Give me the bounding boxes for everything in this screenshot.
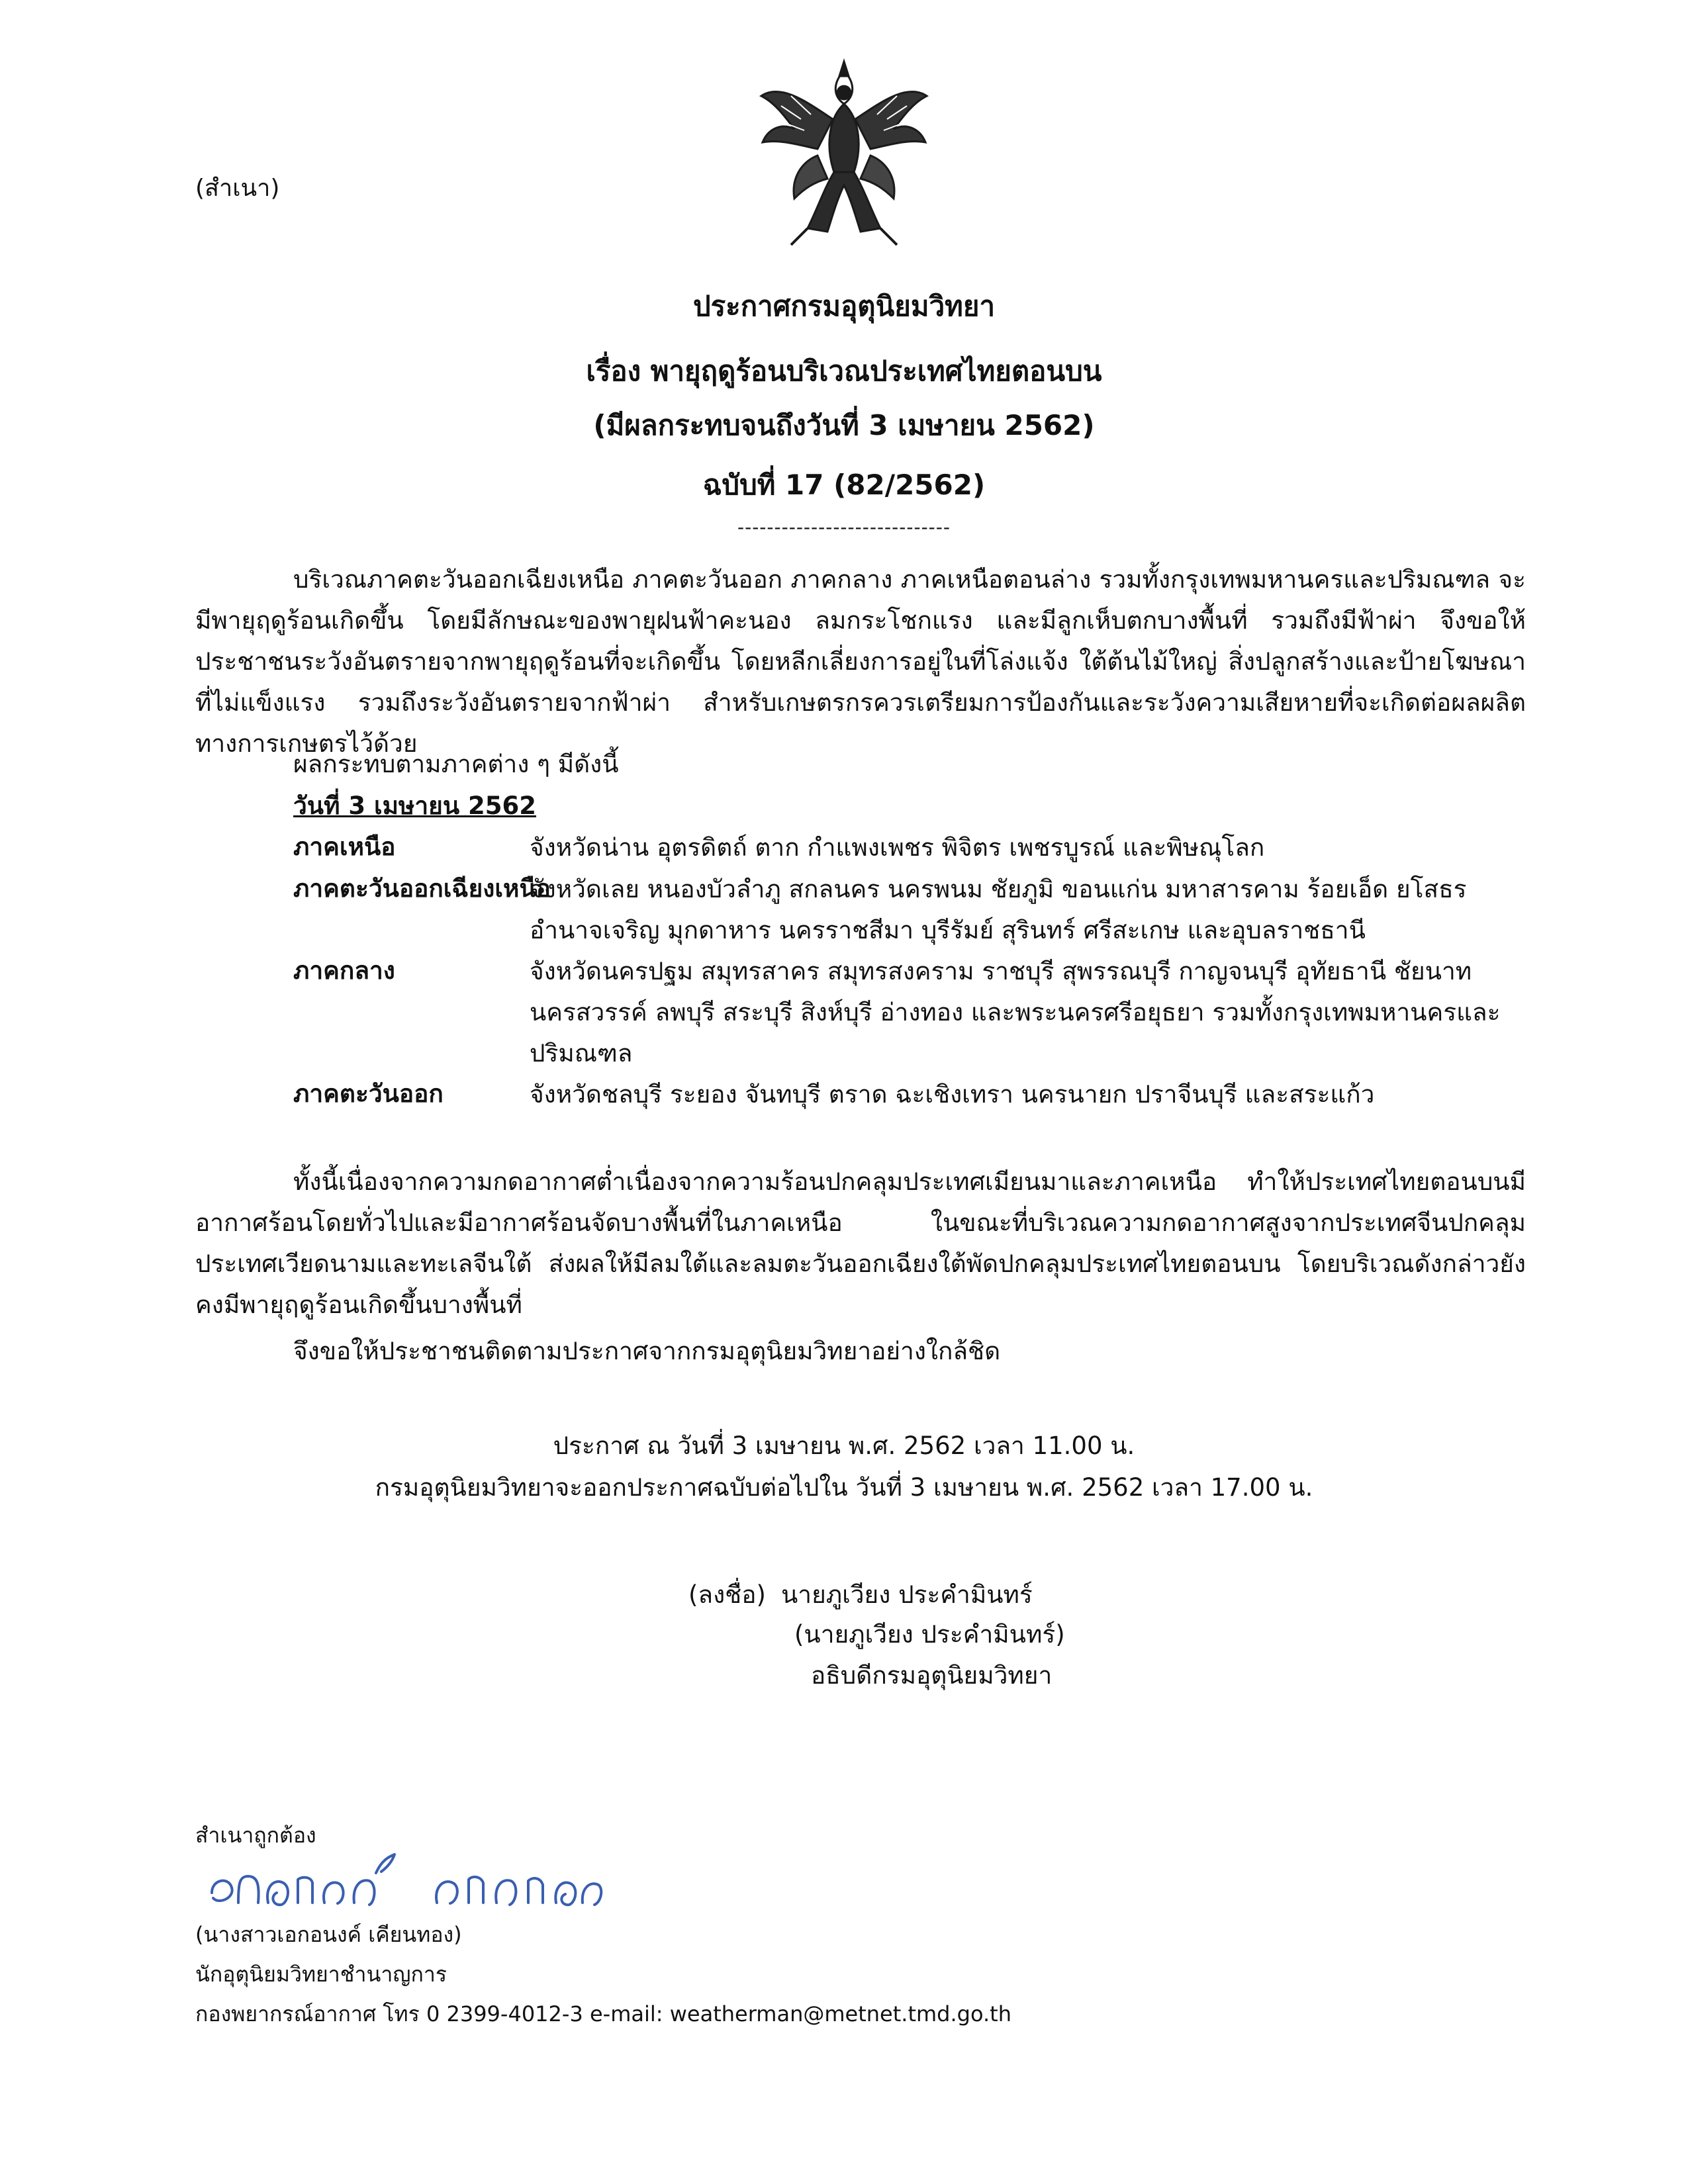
paragraph-1-text: บริเวณภาคตะวันออกเฉียงเหนือ ภาคตะวันออก ภาคกลาง ภาคเหนือตอนล่าง รวมทั้งกรุงเทพมหานครและปริมณฑล จะมีพายุฤดูร้อนเกิดขึ้น โดยมีลักษณะของพายุฝนฟ้าคะนอง ลมกระโชกแรง และมีลูกเห็บตกบางพื้นที่ รวมถึงมีฟ้าผ่า จึงขอให้ประชาชนระวังอันตรายจากพายุฤดูร้อนที่จะเกิดขึ้น โดยหลีกเลี่ยงการอยู่ในที่โล่งแจ้ง ใต้ต้นไม้ใหญ่ สิ่งปลูกสร้างและป้ายโฆษณาที่ไม่แข็งแรง รวมถึงระวังอันตรายจากฟ้าผ่า สำหรับเกษตรกรควรเตรียมการป้องกันและระวังความเสียหายที่จะเกิดต่อผลผลิตทางการเกษตรไว้ด้วย	[195, 565, 1526, 758]
region-name-northeast: ภาคตะวันออกเฉียงเหนือ	[293, 874, 551, 903]
paragraph-2	[195, 1161, 1526, 1326]
region-provinces-northeast: จังหวัดเลย หนองบัวลำภู สกลนคร นครพนม ชัยภูมิ ขอนแก่น มหาสารคาม ร้อยเอ็ด ยโสธร อำนาจเจริญ มุกดาหาร นครราชสีมา บุรีรัมย์ สุรินทร์ ศรีสะเกษ และอุบลราชธานี	[530, 875, 1467, 944]
handwritten-signature-icon	[199, 1846, 609, 1919]
follow-notice: จึงขอให้ประชาชนติดตามประกาศจากกรมอุตุนิยมวิทยาอย่างใกล้ชิด	[293, 1337, 1001, 1365]
title-line-4: ฉบับที่ 17 (82/2562)	[702, 469, 986, 501]
signature-label: (ลงชื่อ)	[688, 1580, 766, 1609]
region-name-central: ภาคกลาง	[293, 956, 395, 985]
garuda-emblem-icon	[755, 56, 933, 248]
effect-date: วันที่ 3 เมษายน 2562	[293, 792, 537, 820]
signature-name: นายภูเวียง ประคำมินทร์	[781, 1580, 1033, 1609]
region-provinces-north: จังหวัดน่าน อุตรดิตถ์ ตาก กำแพงเพชร พิจิตร เพชรบูรณ์ และพิษณุโลก	[530, 833, 1265, 862]
effects-intro: ผลกระทบตามภาคต่าง ๆ มีดังนี้	[293, 750, 619, 778]
signature-title: อธิบดีกรมอุตุนิยมวิทยา	[811, 1661, 1053, 1690]
announcement-next: กรมอุตุนิยมวิทยาจะออกประกาศฉบับต่อไปใน วันที่ 3 เมษายน พ.ศ. 2562 เวลา 17.00 น.	[375, 1473, 1313, 1502]
paragraph-2-text: ทั้งนี้เนื่องจากความกดอากาศต่ำเนื่องจากความร้อนปกคลุมประเทศเมียนมาและภาคเหนือ ทำให้ประเทศไทยตอนบนมีอากาศร้อนโดยทั่วไปและมีอากาศร้อนจัดบางพื้นที่ในภาคเหนือ ในขณะที่บริเวณความกดอากาศสูงจากประเทศจีนปกคลุมประเทศเวียดนามและทะเลจีนใต้ ส่งผลให้มีลมใต้และลมตะวันออกเฉียงใต้พัดปกคลุมประเทศไทยตอนบน โดยบริเวณดังกล่าวยังคงมีพายุฤดูร้อนเกิดขึ้นบางพื้นที่	[195, 1167, 1526, 1319]
announcement-issued: ประกาศ ณ วันที่ 3 เมษายน พ.ศ. 2562 เวลา 11.00 น.	[553, 1432, 1135, 1460]
region-provinces-central: จังหวัดนครปฐม สมุทรสาคร สมุทรสงคราม ราชบุรี สุพรรณบุรี กาญจนบุรี อุทัยธานี ชัยนาท นครสวรรค์ ลพบุรี สระบุรี สิงห์บุรี อ่างทอง และพระนครศรีอยุธยา รวมทั้งกรุงเทพมหานครและปริมณฑล	[530, 957, 1501, 1068]
certifier-contact: กองพยากรณ์อากาศ โทร 0 2399-4012-3 e-mail: weatherman@metnet.tmd.go.th	[195, 2001, 1011, 2026]
region-name-east: ภาคตะวันออก	[293, 1079, 444, 1108]
region-provinces-east: จังหวัดชลบุรี ระยอง จันทบุรี ตราด ฉะเชิงเทรา นครนายก ปราจีนบุรี และสระแก้ว	[530, 1080, 1375, 1109]
certification-label: สำเนาถูกต้อง	[195, 1823, 316, 1848]
paragraph-1	[195, 559, 1526, 764]
region-name-north: ภาคเหนือ	[293, 833, 396, 861]
title-line-1: ประกาศกรมอุตุนิยมวิทยา	[692, 290, 996, 322]
signature-printed-name: (นายภูเวียง ประคำมินทร์)	[794, 1620, 1065, 1649]
certifier-position: นักอุตุนิยมวิทยาชำนาญการ	[195, 1962, 447, 1987]
title-separator: -----------------------------	[737, 516, 951, 538]
title-line-2: เรื่อง พายุฤดูร้อนบริเวณประเทศไทยตอนบน	[586, 355, 1102, 387]
title-line-3: (มีผลกระทบจนถึงวันที่ 3 เมษายน 2562)	[593, 409, 1095, 441]
copy-mark: (สำเนา)	[195, 175, 280, 202]
certifier-name: (นางสาวเอกอนงค์ เคียนทอง)	[195, 1922, 462, 1947]
